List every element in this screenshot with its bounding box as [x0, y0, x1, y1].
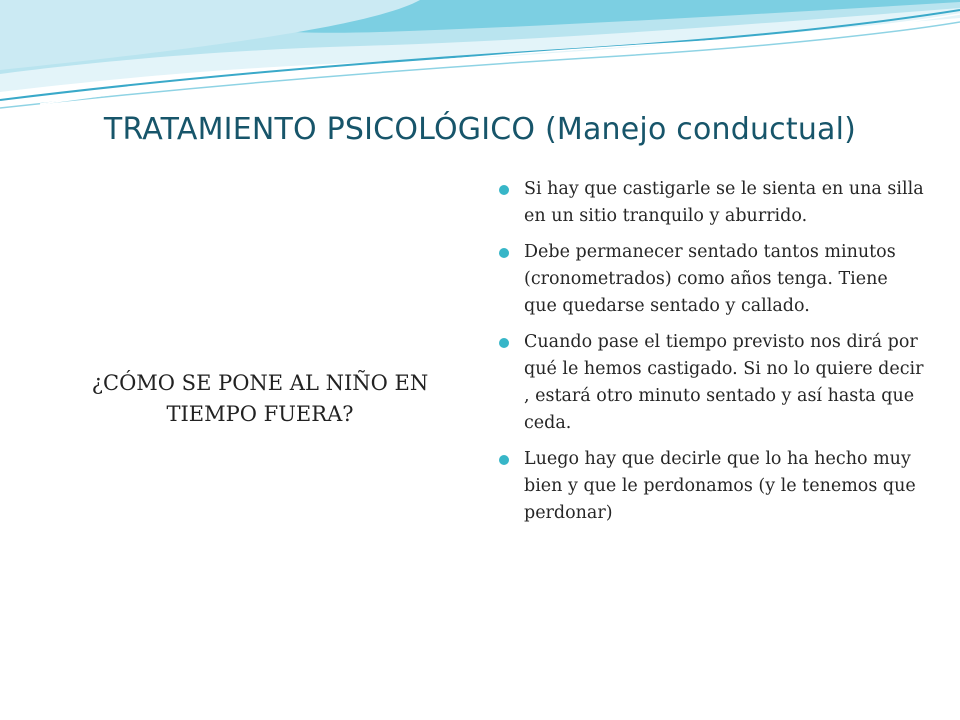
bullet-item — [496, 329, 926, 437]
bullet-item — [496, 176, 926, 230]
bullet-dot-icon — [499, 338, 509, 348]
decorative-wave-header — [0, 0, 960, 110]
bullet-list — [496, 176, 926, 536]
bullet-text: Luego hay que decirle que lo ha hecho muy bien y que le perdonamos (y le tenemos que perdonar) — [524, 449, 916, 523]
bullet-text: Debe permanecer sentado tantos minutos (cronometrados) como años tenga. Tiene que quedarse sentado y callado. — [524, 242, 896, 316]
bullet-item — [496, 446, 926, 527]
bullet-text: Cuando pase el tiempo previsto nos dirá por qué le hemos castigado. Si no lo quiere decir , estará otro minuto sentado y así hasta que ceda. — [524, 332, 924, 433]
bullet-text: Si hay que castigarle se le sienta en una silla en un sitio tranquilo y aburrido. — [524, 179, 924, 226]
question-text: ¿CÓMO SE PONE AL NIÑO EN TIEMPO FUERA? — [91, 371, 429, 426]
slide-title: TRATAMIENTO PSICOLÓGICO (Manejo conductual) — [103, 112, 857, 147]
bullet-dot-icon — [499, 248, 509, 258]
bullet-dot-icon — [499, 455, 509, 465]
bullet-dot-icon — [499, 185, 509, 195]
bullet-item — [496, 239, 926, 320]
